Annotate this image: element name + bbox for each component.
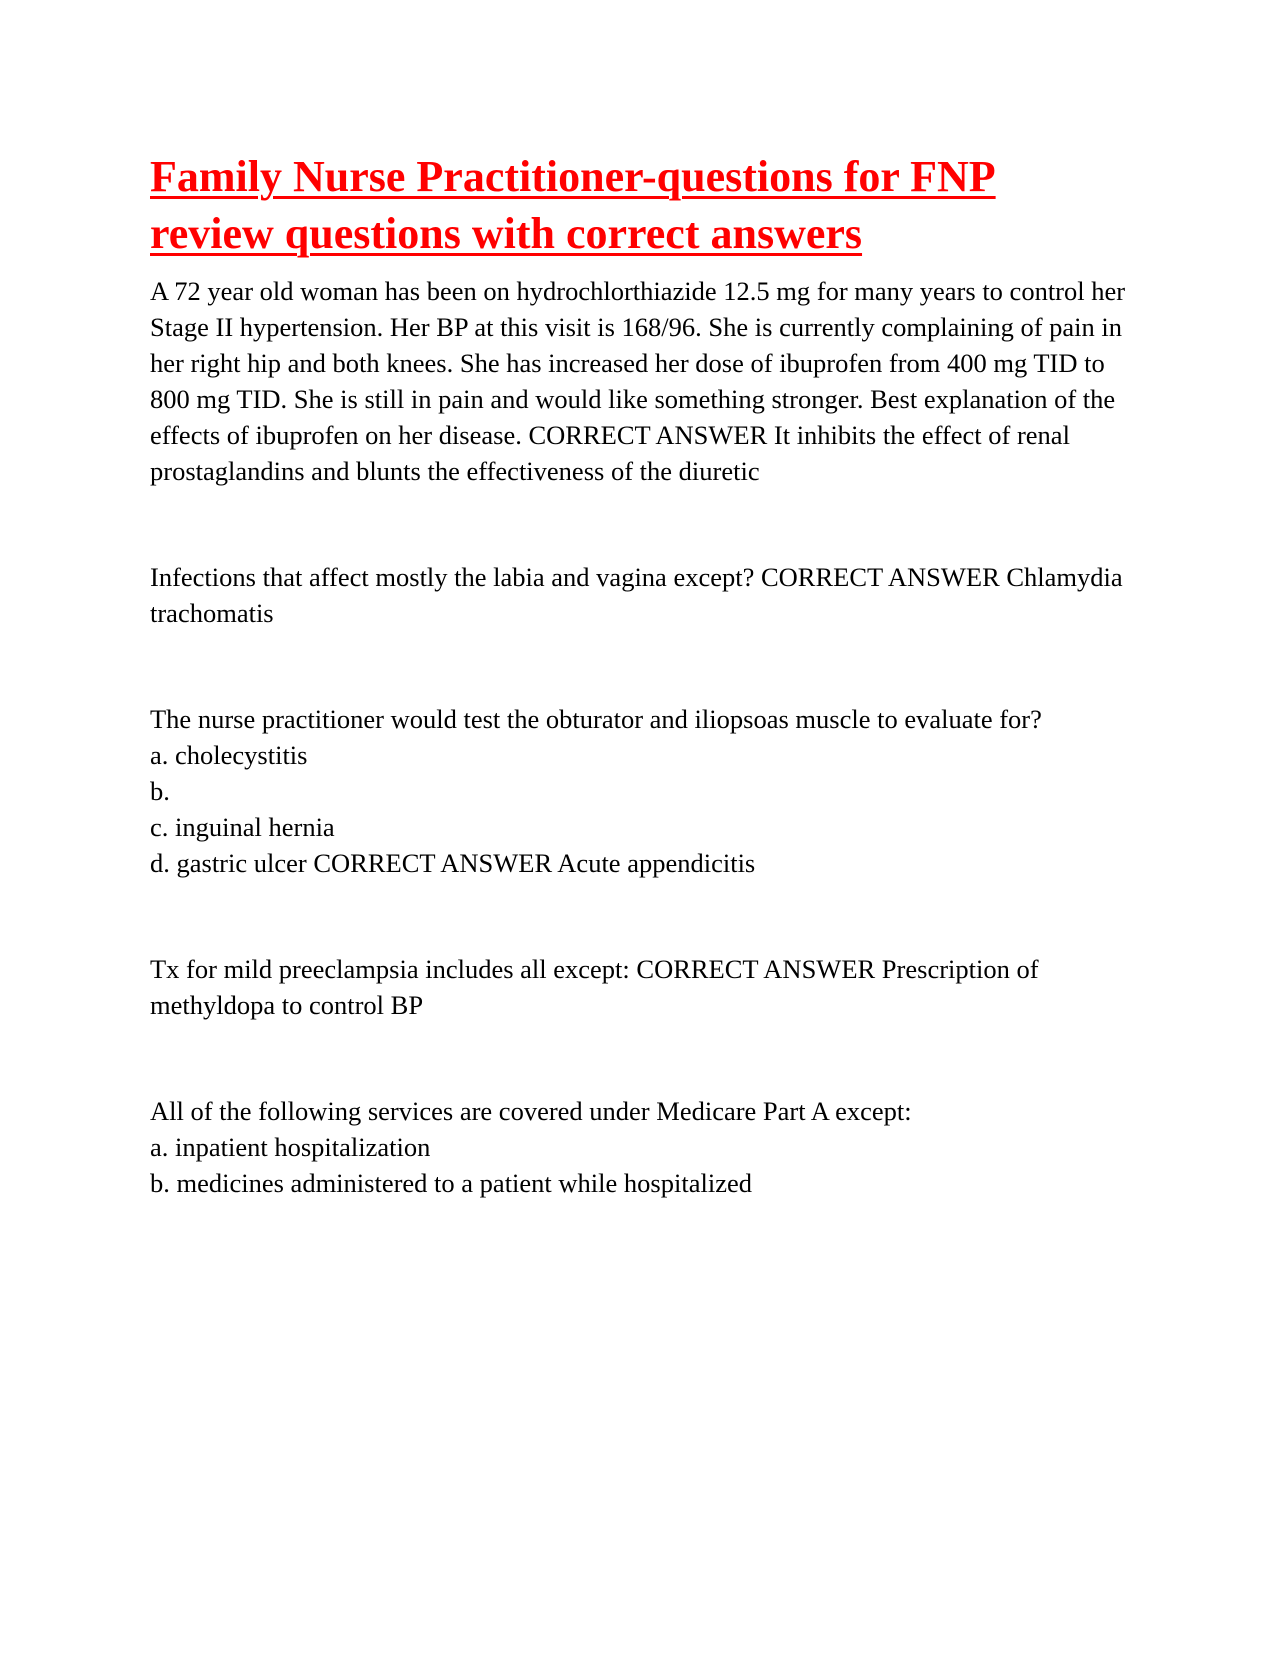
document-content <box>150 148 1130 1201</box>
question-4: Tx for mild preeclampsia includes all except: CORRECT ANSWER Prescription of methyldopa to control BP <box>150 954 1039 1020</box>
question-2: Infections that affect mostly the labia and vagina except? CORRECT ANSWER Chlamydia trachomatis <box>150 562 1123 628</box>
question-5-option-b: b. medicines administered to a patient while hospitalized <box>150 1168 752 1198</box>
question-5: All of the following services are covered under Medicare Part A except: <box>150 1096 912 1126</box>
question-3-option-d: d. gastric ulcer CORRECT ANSWER Acute appendicitis <box>150 848 756 878</box>
question-3-option-a: a. cholecystitis <box>150 740 308 770</box>
question-3: The nurse practitioner would test the obturator and iliopsoas muscle to evaluate for? <box>150 704 1042 734</box>
document-title <box>150 148 1130 262</box>
title-line-1: Family Nurse Practitioner-questions for FNP <box>150 152 996 201</box>
question-3-option-b: b. <box>150 776 170 806</box>
question-1: A 72 year old woman has been on hydrochlorthiazide 12.5 mg for many years to control her Stage II hypertension. Her BP at this visit is 168/96. She is currently complaining of pain in her right hip and both knees. She has increased her dose of ibuprofen from 400 mg TID to 800 mg TID. She is still in pain and would like something stronger. Best explanation of the effects of ibuprofen on her disease. CORRECT ANSWER It inhibits the effect of renal prostaglandins and blunts the effectiveness of the diuretic <box>150 276 1126 486</box>
question-5-option-a: a. inpatient hospitalization <box>150 1132 431 1162</box>
title-line-2: review questions with correct answers <box>150 209 863 258</box>
question-3-option-c: c. inguinal hernia <box>150 812 335 842</box>
